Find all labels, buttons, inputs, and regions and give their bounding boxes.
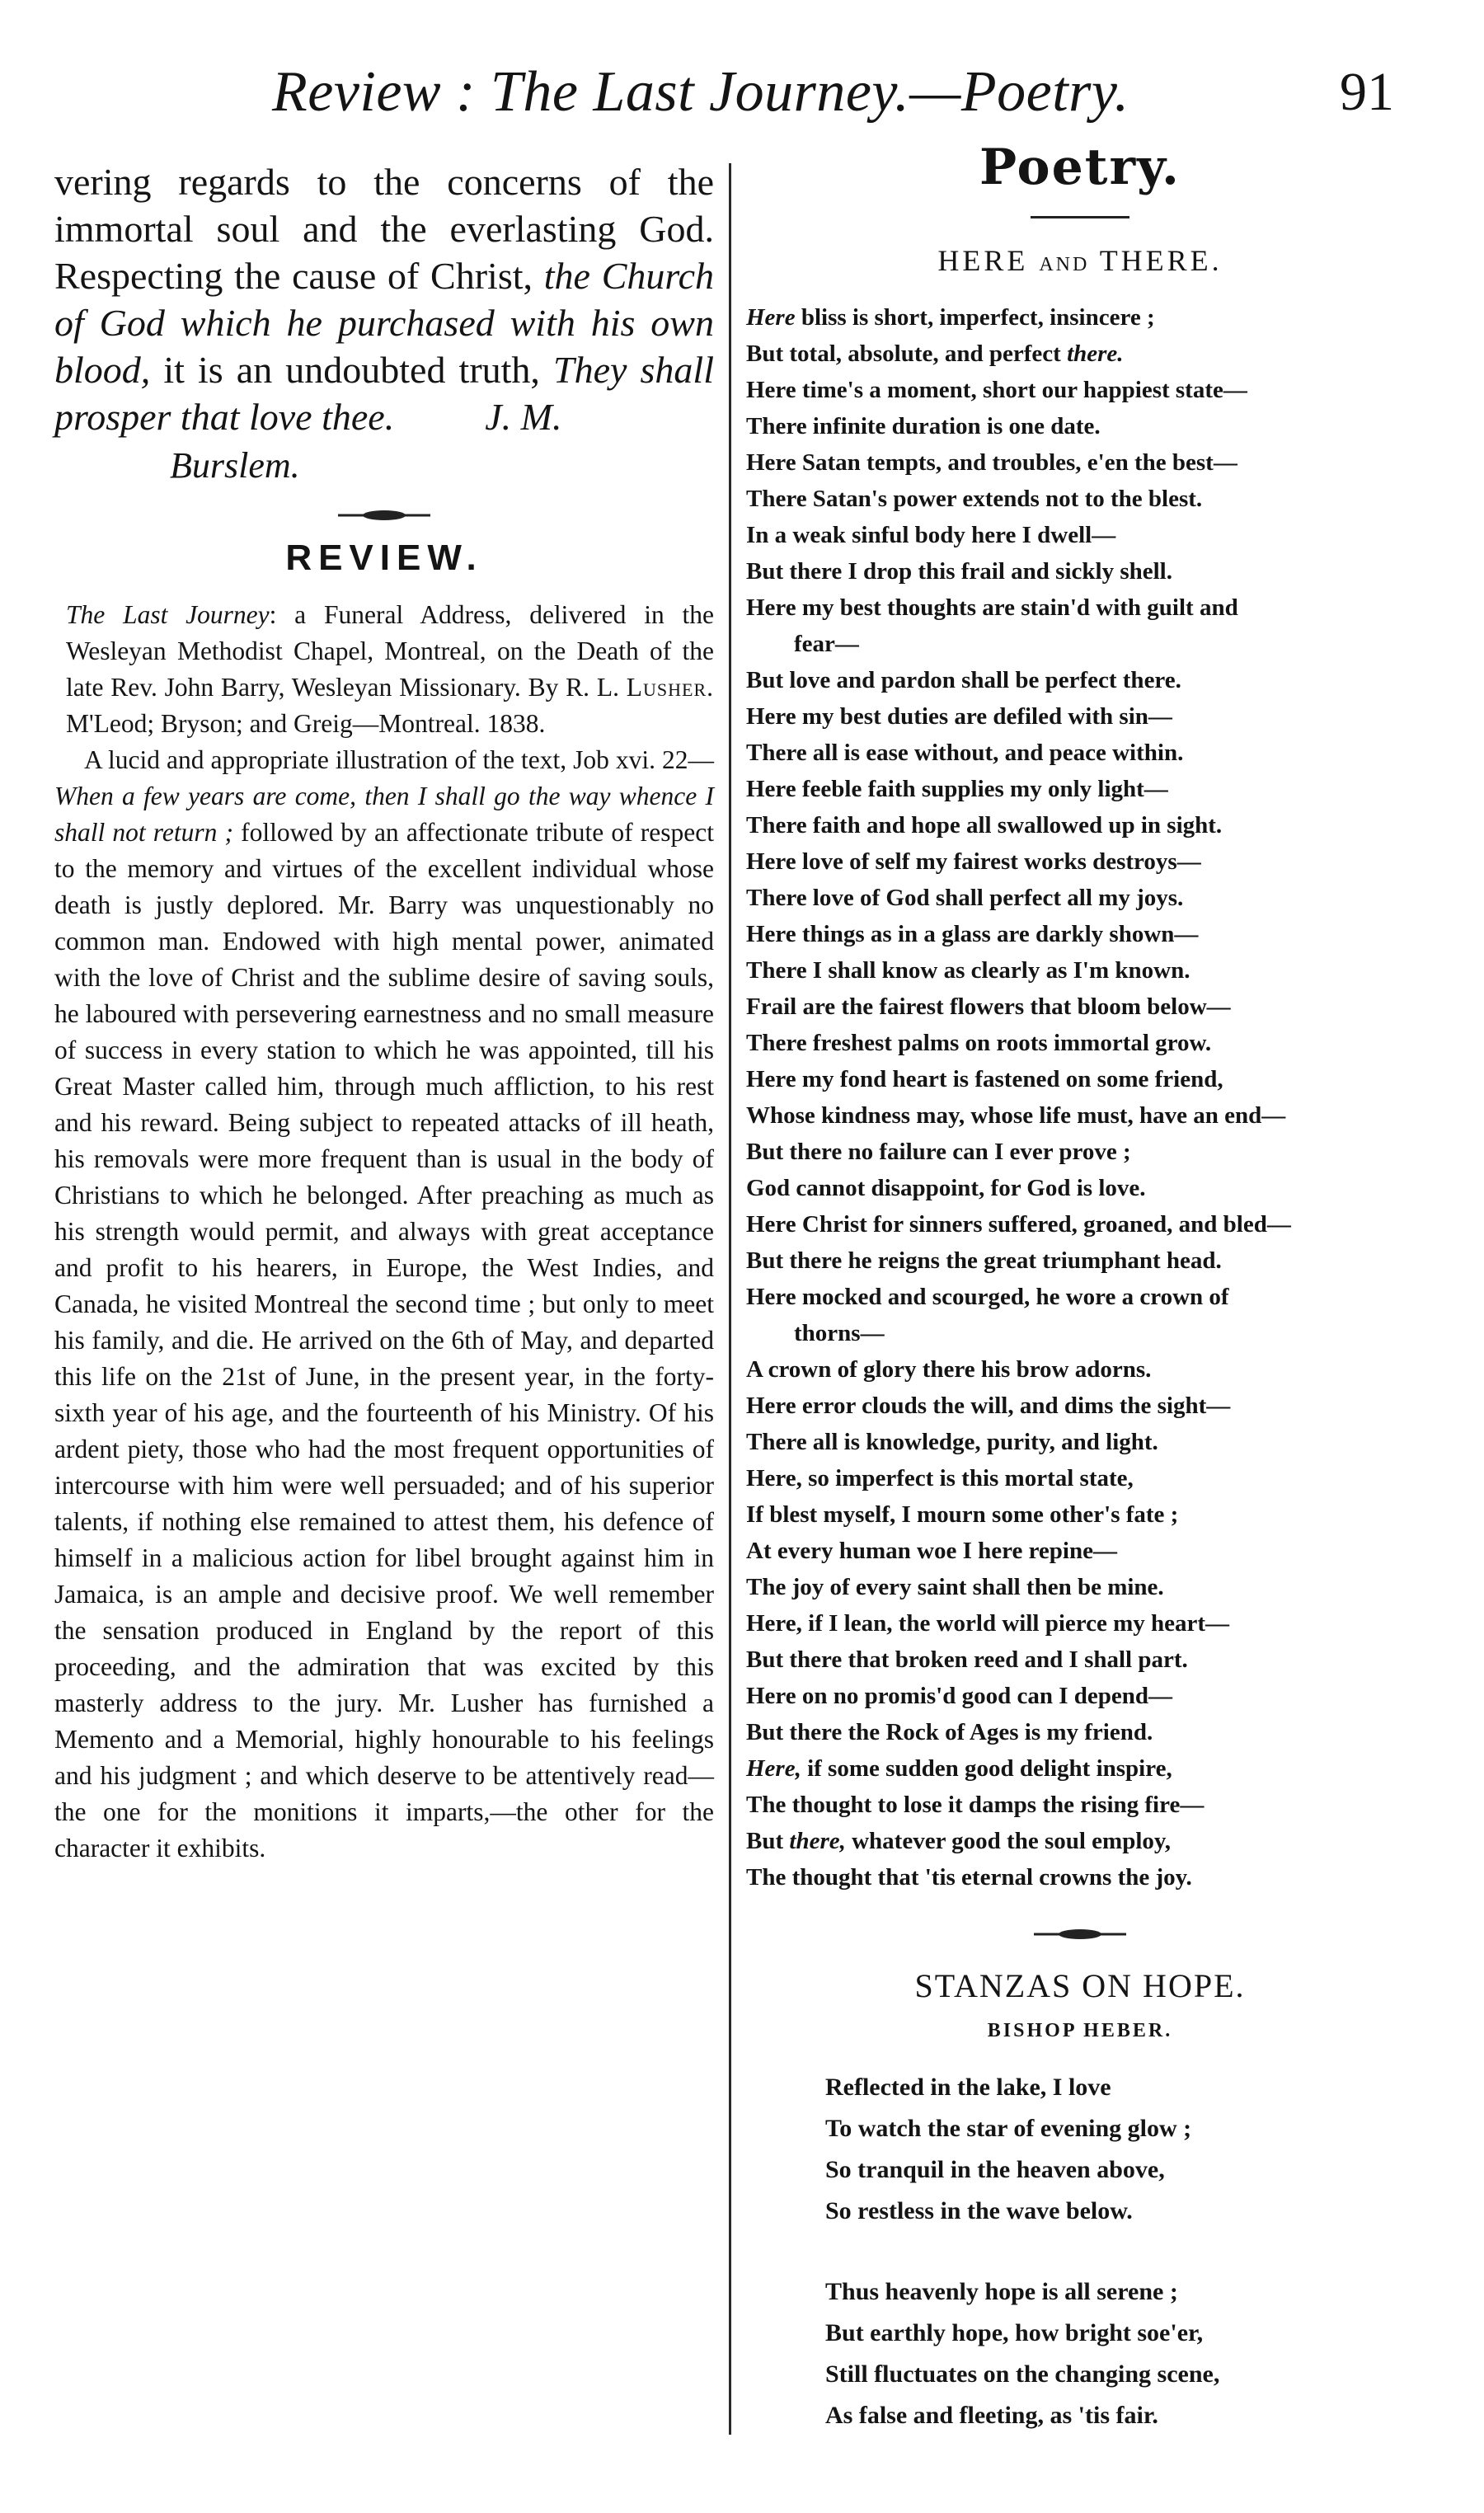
review-intro	[54, 597, 714, 742]
poem-line-italic: there,	[789, 1828, 846, 1854]
poem-line-text: A crown of glory there his brow adorns.	[746, 1356, 1152, 1383]
stanza-line: So tranquil in the heaven above,	[825, 2156, 1165, 2183]
poem-line-text: Here love of self my fairest works destroys—	[746, 848, 1201, 875]
continued-article-text	[54, 158, 714, 440]
poem-line-text: Here my fond heart is fastened on some friend,	[746, 1066, 1223, 1092]
poem-line-text: Here, if I lean, the world will pierce my heart—	[746, 1610, 1230, 1637]
continued-text-b: it is an undoubted truth,	[150, 349, 554, 391]
poem-title-a: HERE	[937, 244, 1029, 277]
column-divider	[729, 163, 731, 2435]
stanza-line: Still fluctuates on the changing scene,	[825, 2360, 1220, 2388]
poem-line-text: Here error clouds the will, and dims the sight—	[746, 1393, 1231, 1419]
poem-line	[746, 517, 1414, 553]
poem-line-text: But total, absolute, and perfect	[746, 341, 1068, 367]
poem-line	[746, 1642, 1414, 1678]
poem-line-text: But there I drop this frail and sickly shell.	[746, 558, 1172, 585]
poem-line-text: Here mocked and scourged, he wore a crown of	[746, 1284, 1229, 1310]
poem-line-text: Here on no promis'd good can I depend—	[746, 1683, 1172, 1709]
stanza-line: As false and fleeting, as 'tis fair.	[825, 2402, 1158, 2429]
review-heading: REVIEW.	[285, 538, 483, 578]
book-author: Lusher.	[626, 673, 714, 702]
poem-line-text: bliss is short, imperfect, insincere ;	[795, 304, 1155, 331]
poem-line	[746, 1678, 1414, 1714]
poem-line-italic: there.	[1067, 341, 1124, 367]
article-place: Burslem.	[170, 445, 300, 486]
poem-line-text: But there no failure can I ever prove ;	[746, 1139, 1131, 1165]
poem-line	[746, 843, 1414, 880]
stanzas-title: STANZAS ON HOPE.	[914, 1967, 1246, 2004]
poem-line	[746, 1206, 1414, 1242]
poem-line	[746, 662, 1414, 698]
poem-line	[746, 1134, 1414, 1170]
poem-line	[746, 1787, 1414, 1823]
poem-line	[746, 1242, 1414, 1279]
stanza-line: But earthly hope, how bright soe'er,	[825, 2319, 1204, 2346]
poem-line	[746, 408, 1414, 444]
poem-line	[746, 989, 1414, 1025]
stanza-line: Thus heavenly hope is all serene ;	[825, 2278, 1178, 2305]
poem-line-text: Here, so imperfect is this mortal state,	[746, 1465, 1134, 1491]
page-number: 91	[1340, 62, 1394, 122]
author-signature: J. M.	[485, 396, 562, 438]
poem-line	[746, 735, 1414, 771]
poem-line-text: At every human woe I here repine—	[746, 1538, 1117, 1564]
continued-text-a: vering regards to the concerns of the immortal soul and the everlasting God. Respecting the cause of Christ,	[54, 161, 714, 297]
review-text-b: followed by an affectionate tribute of respect to the memory and virtues of the excellent individual whose death is justly deplored. Mr. Barry was unquestionably no common man. Endowed with high mental power, animated with the love of Christ and the sublime desire of saving souls, he laboured with persevering earnestness and no small measure of success in every station to which he was appointed, till his Great Master called him, through much affliction, to his rest and his reward. Being subject to repeated attacks of ill heath, his removals were more frequent than is usual in the body of Christians to which he belonged. After preaching as much as his strength would permit, and always with great acceptance and profit to his hearers, in Europe, the West Indies, and Canada, he visited Montreal the second time ; but only to meet his family, and die. He arrived on the 6th of May, and departed this life on the 21st of June, in the present year, in the forty-sixth year of his age, and the fourteenth of his Ministry. Of his ardent piety, those who had the most frequent opportunities of intercourse with him were well persuaded; and of his superior talents, if nothing else remained to attest them, his defence of himself in a malicious action for libel brought against him in Jamaica, is an ample and decisive proof. We well remember the sensation produced in England by the report of this proceeding, and the admiration that was excited by this masterly address to the jury. Mr. Lusher has furnished a Memento and a Memorial, highly honourable to his feelings and his judgment ; and which deserve to be attentively read—the one for the monitions it imparts,—the other for the character it exhibits.	[54, 818, 714, 1862]
continued-text-italic-b: They shall prosper that love thee.	[54, 349, 714, 438]
poetry-heading: Poetry.	[979, 139, 1181, 196]
left-column	[54, 158, 714, 1867]
poem-line-text: There all is ease without, and peace within.	[746, 740, 1184, 766]
poem-line-text: whatever good the soul employ,	[845, 1828, 1172, 1854]
poem-line	[746, 1533, 1414, 1569]
poem-title	[746, 243, 1414, 278]
poem-line-text: But	[746, 1828, 790, 1854]
poem-line	[746, 444, 1414, 481]
poem-line	[746, 1714, 1414, 1750]
poem-line	[746, 1750, 1414, 1787]
poem-line	[746, 1388, 1414, 1424]
poem-line	[746, 1025, 1414, 1061]
stanza-line: So restless in the wave below.	[825, 2197, 1133, 2224]
stanza-1	[825, 2067, 1414, 2232]
book-title: The Last Journey	[66, 600, 270, 629]
poem-line-text: fear—	[794, 631, 859, 657]
poem-line	[746, 880, 1414, 916]
poem-line-text: There freshest palms on roots immortal grow.	[746, 1030, 1212, 1056]
poem-line	[746, 299, 1414, 336]
poem-line	[746, 1859, 1414, 1895]
poem-line-text: Here Satan tempts, and troubles, e'en the best—	[746, 449, 1237, 476]
poem-line	[746, 1097, 1414, 1134]
poem-line-text: There all is knowledge, purity, and light.	[746, 1429, 1158, 1455]
heading-rule	[1031, 216, 1129, 218]
poem-line	[746, 1315, 1414, 1351]
poem-line-text: Here things as in a glass are darkly shown—	[746, 921, 1199, 947]
poem-line	[746, 1823, 1414, 1859]
poem-line	[746, 372, 1414, 408]
poem-line	[746, 1279, 1414, 1315]
poem-line-text: But there that broken reed and I shall part.	[746, 1646, 1188, 1673]
stanzas-author: BISHOP HEBER.	[987, 2020, 1173, 2041]
intro-publisher: M'Leod; Bryson; and Greig—Montreal. 1838.	[66, 709, 546, 738]
review-body	[54, 597, 714, 1867]
poem-line-text: If blest myself, I mourn some other's fate ;	[746, 1501, 1179, 1528]
poem-title-and: AND	[1039, 254, 1090, 275]
poem-line	[746, 916, 1414, 952]
running-title: Review : The Last Journey.—Poetry.	[272, 60, 1129, 124]
poem-line-text: Here feeble faith supplies my only light—	[746, 776, 1168, 802]
poem-line	[746, 626, 1414, 662]
poem-line-italic: Here	[746, 304, 796, 331]
poem-line-text: Frail are the fairest flowers that bloom below—	[746, 993, 1231, 1020]
poem-line	[746, 589, 1414, 626]
poem-line-text: Here time's a moment, short our happiest state—	[746, 377, 1247, 403]
poem-line-text: There infinite duration is one date.	[746, 413, 1101, 439]
intro-text: : a Funeral Address, delivered in the Wesleyan Methodist Chapel, Montreal, on the Death of the late Rev. John Barry, Wesleyan Missionary. By R. L.	[66, 600, 714, 702]
right-column	[746, 139, 1414, 2476]
poem-line-text: Here my best thoughts are stain'd with guilt and	[746, 594, 1238, 621]
review-text-a: A lucid and appropriate illustration of the text, Job xvi. 22—	[84, 745, 714, 774]
poem-line-italic: Here,	[746, 1755, 801, 1782]
stanza-line: Reflected in the lake, I love	[825, 2074, 1111, 2101]
poem-line	[746, 698, 1414, 735]
poem-line	[746, 1170, 1414, 1206]
poem-line-text: But love and pardon shall be perfect there.	[746, 667, 1181, 693]
poem-line-text: The joy of every saint shall then be mine.	[746, 1574, 1164, 1600]
continued-text-italic-a: the Church of God which he purchased with his own blood,	[54, 255, 714, 391]
poem-line	[746, 1424, 1414, 1460]
poem-line	[746, 336, 1414, 372]
poem-line	[746, 807, 1414, 843]
poem-line-text: There I shall know as clearly as I'm known.	[746, 957, 1190, 984]
poem-line	[746, 771, 1414, 807]
poem-line	[746, 1569, 1414, 1605]
poem-line	[746, 1605, 1414, 1642]
poem-line	[746, 952, 1414, 989]
review-paragraph	[54, 742, 714, 1867]
poem-title-b: THERE.	[1099, 244, 1223, 277]
poem-line-text: In a weak sinful body here I dwell—	[746, 522, 1116, 548]
poem-lines	[746, 299, 1414, 1895]
poem-line-text: There faith and hope all swallowed up in sight.	[746, 812, 1223, 838]
poem-line-text: There love of God shall perfect all my joys.	[746, 885, 1184, 911]
poem-line-text: There Satan's power extends not to the blest.	[746, 486, 1203, 512]
poem-line-text: Here my best duties are defiled with sin—	[746, 703, 1172, 730]
poem-line-text: Whose kindness may, whose life must, have an end—	[746, 1102, 1286, 1129]
poem-line-text: The thought that 'tis eternal crowns the joy.	[746, 1864, 1192, 1891]
poem-line-text: Here Christ for sinners suffered, groaned, and bled—	[746, 1211, 1291, 1238]
page-header	[0, 59, 1484, 125]
stanza-2	[825, 2271, 1414, 2436]
poem-line	[746, 1061, 1414, 1097]
poem-line	[746, 1496, 1414, 1533]
stanza-line: To watch the star of evening glow ;	[825, 2115, 1192, 2142]
poem-line	[746, 1351, 1414, 1388]
poem-line-text: But there he reigns the great triumphant head.	[746, 1247, 1222, 1274]
review-quote: When a few years are come, then I shall go the way whence I shall not return ;	[54, 782, 714, 847]
section-ornament	[335, 508, 434, 523]
poem-line	[746, 553, 1414, 589]
poem-separator-ornament	[1031, 1927, 1129, 1942]
poem-line-text: if some sudden good delight inspire,	[801, 1755, 1172, 1782]
poem-line	[746, 1460, 1414, 1496]
poem-line-text: God cannot disappoint, for God is love.	[746, 1175, 1146, 1201]
poem-line-text: The thought to lose it damps the rising fire—	[746, 1792, 1205, 1818]
poem-line	[746, 481, 1414, 517]
poem-line-text: thorns—	[794, 1320, 885, 1346]
poem-line-text: But there the Rock of Ages is my friend.	[746, 1719, 1153, 1745]
